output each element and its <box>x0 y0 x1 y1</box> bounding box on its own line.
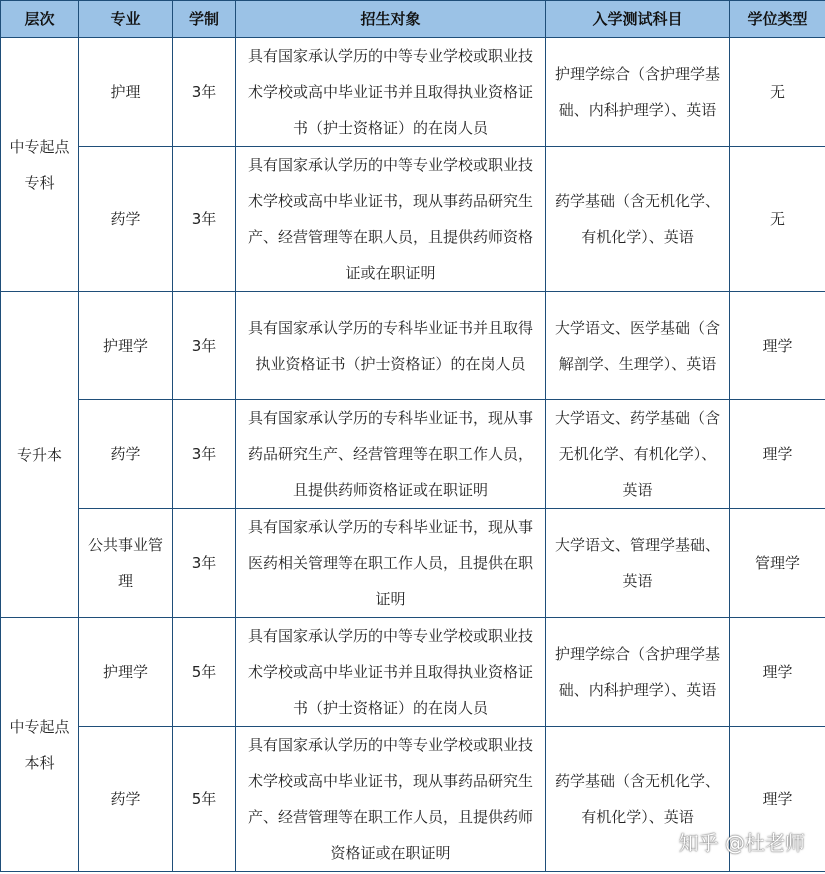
watermark: 知乎 @杜老师 <box>678 831 805 855</box>
table-row <box>1 147 825 292</box>
major-cell: 药学 <box>79 727 173 872</box>
duration-cell: 3年 <box>173 292 236 400</box>
table-header <box>1 1 825 38</box>
duration-cell: 3年 <box>173 509 236 618</box>
header-degree: 学位类型 <box>730 1 825 38</box>
degree-cell: 理学 <box>730 292 825 400</box>
duration-cell: 3年 <box>173 147 236 292</box>
degree-cell: 无 <box>730 38 825 147</box>
subjects-cell: 护理学综合（含护理学基础、内科护理学）、英语 <box>546 38 730 147</box>
duration-cell: 3年 <box>173 400 236 509</box>
level-cell: 中专起点本科 <box>1 618 79 872</box>
table-row <box>1 618 825 727</box>
duration-cell: 3年 <box>173 38 236 147</box>
header-subjects: 入学测试科目 <box>546 1 730 38</box>
major-cell: 药学 <box>79 147 173 292</box>
table-row <box>1 38 825 147</box>
header-major: 专业 <box>79 1 173 38</box>
degree-cell: 理学 <box>730 400 825 509</box>
level-cell: 专升本 <box>1 292 79 618</box>
subjects-cell: 护理学综合（含护理学基础、内科护理学）、英语 <box>546 618 730 727</box>
table-row <box>1 292 825 400</box>
table-row <box>1 509 825 618</box>
target-cell: 具有国家承认学历的专科毕业证书并且取得执业资格证书（护士资格证）的在岗人员 <box>236 292 546 400</box>
degree-cell: 无 <box>730 147 825 292</box>
subjects-cell: 药学基础（含无机化学、有机化学）、英语 <box>546 147 730 292</box>
subjects-cell: 药学基础（含无机化学、有机化学）、英语 <box>546 727 730 872</box>
major-cell: 公共事业管理 <box>79 509 173 618</box>
major-cell: 药学 <box>79 400 173 509</box>
level-cell: 中专起点专科 <box>1 38 79 292</box>
header-duration: 学制 <box>173 1 236 38</box>
table-body <box>1 38 825 872</box>
header-level: 层次 <box>1 1 79 38</box>
duration-cell: 5年 <box>173 618 236 727</box>
duration-cell: 5年 <box>173 727 236 872</box>
degree-cell: 理学 <box>730 618 825 727</box>
subjects-cell: 大学语文、药学基础（含无机化学、有机化学）、英语 <box>546 400 730 509</box>
degree-cell: 理学 <box>730 727 825 872</box>
subjects-cell: 大学语文、管理学基础、英语 <box>546 509 730 618</box>
degree-cell: 管理学 <box>730 509 825 618</box>
target-cell: 具有国家承认学历的中等专业学校或职业技术学校或高中毕业证书，现从事药品研究生产、经营管理等在职工作人员，且提供药师资格证或在职证明 <box>236 727 546 872</box>
major-cell: 护理 <box>79 38 173 147</box>
target-cell: 具有国家承认学历的中等专业学校或职业技术学校或高中毕业证书并且取得执业资格证书（护士资格证）的在岗人员 <box>236 618 546 727</box>
major-cell: 护理学 <box>79 618 173 727</box>
target-cell: 具有国家承认学历的中等专业学校或职业技术学校或高中毕业证书，现从事药品研究生产、经营管理等在职人员，且提供药师资格证或在职证明 <box>236 147 546 292</box>
target-cell: 具有国家承认学历的专科毕业证书，现从事医药相关管理等在职工作人员，且提供在职证明 <box>236 509 546 618</box>
header-target: 招生对象 <box>236 1 546 38</box>
subjects-cell: 大学语文、医学基础（含解剖学、生理学）、英语 <box>546 292 730 400</box>
table-row <box>1 400 825 509</box>
target-cell: 具有国家承认学历的专科毕业证书，现从事药品研究生产、经营管理等在职工作人员，且提供药师资格证或在职证明 <box>236 400 546 509</box>
major-cell: 护理学 <box>79 292 173 400</box>
header-row <box>1 1 825 38</box>
target-cell: 具有国家承认学历的中等专业学校或职业技术学校或高中毕业证书并且取得执业资格证书（护士资格证）的在岗人员 <box>236 38 546 147</box>
